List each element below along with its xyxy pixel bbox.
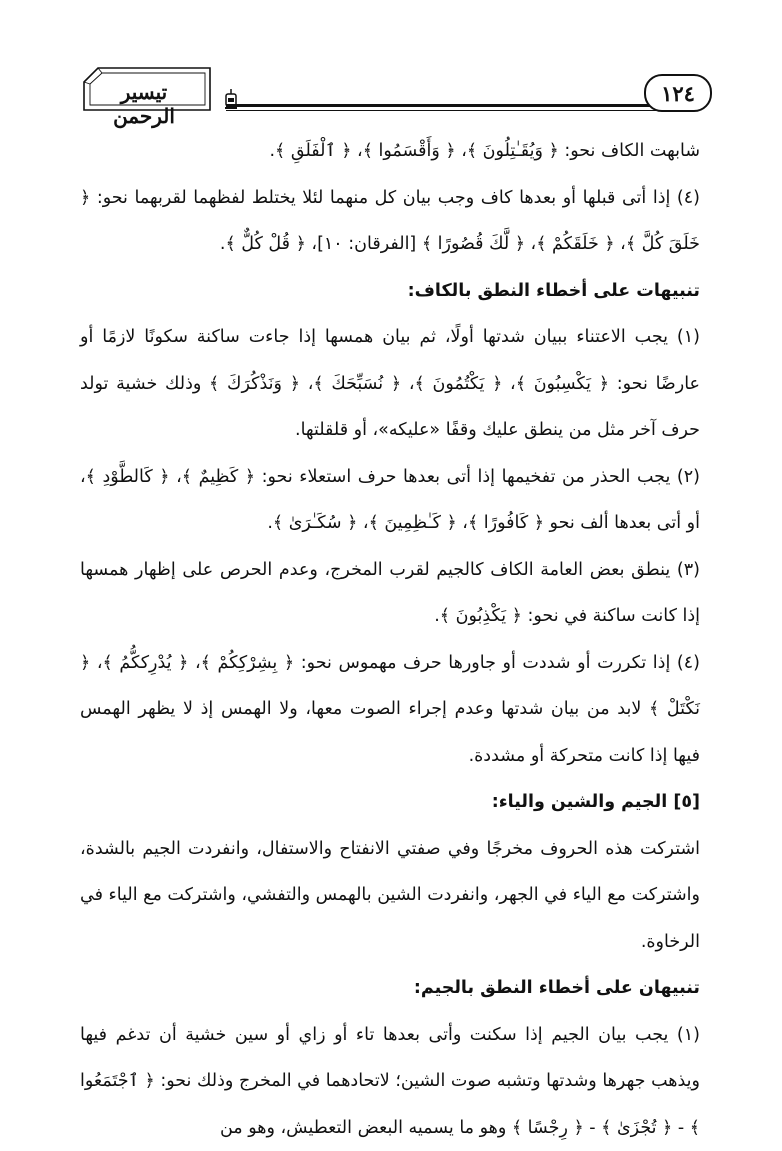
paragraph: (٣) ينطق بعض العامة الكاف كالجيم لقرب المخرج، وعدم الحرص على إظهار همسها إذا كانت ساكنة في نحو: ﴿ يَكْذِبُونَ ﴾.	[80, 559, 700, 626]
paragraph: (١) يجب بيان الجيم إذا سكنت وأتى بعدها تاء أو زاي أو سين خشية أن تدغم فيها ويذهب جهرها وشدتها وتشبه صوت الشين؛ لاتحادهما في المخرج وذلك نحو: ﴿ ٱجْتَمَعُوا ﴾ - ﴿ تُجْزَىٰ ﴾ - ﴿ رِجْسًا ﴾ وهو ما يسميه البعض التعطيش، وهو من	[80, 1024, 700, 1138]
section-heading: تنبيهان على أخطاء النطق بالجيم:	[413, 978, 700, 998]
page-number: ١٢٤	[644, 74, 712, 112]
section-heading: [٥] الجيم والشين والياء:	[491, 792, 700, 812]
paragraph: (١) يجب الاعتناء ببيان شدتها أولًا، ثم بيان همسها إذا جاءت ساكنة سكونًا لازمًا أو عارضًا نحو: ﴿ يَكْسِبُونَ ﴾، ﴿ يَكْتُمُونَ ﴾، ﴿ نُسَبِّحَكَ ﴾، ﴿ وَنَذْكُرَكَ ﴾ وذلك خشية تولد حرف آخر مثل من ينطق عليك وقفًا «عليكه»، أو قلقلتها.	[80, 327, 700, 440]
page-content	[80, 128, 700, 1151]
page-header	[78, 58, 712, 128]
paragraph: شابهت الكاف نحو: ﴿ وَيُقَـٰتِلُونَ ﴾، ﴿ وَأَقْسَمُوا ﴾، ﴿ ٱلْفَلَقِ ﴾.	[269, 141, 700, 161]
paragraph: اشتركت هذه الحروف مخرجًا وفي صفتي الانفتاح والاستفال، وانفردت الجيم بالشدة، واشتركت مع الياء في الجهر، وانفردت الشين بالهمس والتفشي، واشتركت مع الياء في الرخاوة.	[80, 838, 700, 952]
header-rule	[226, 104, 656, 107]
book-title-frame	[78, 62, 218, 128]
book-title: تيسير الرحمن	[113, 80, 175, 128]
header-rule-thin	[226, 110, 656, 111]
paragraph: (٢) يجب الحذر من تفخيمها إذا أتى بعدها حرف استعلاء نحو: ﴿ كَظِيمٌ ﴾، ﴿ كَالطَّوْدِ ﴾، أو أتى بعدها ألف نحو ﴿ كَافُورًا ﴾، ﴿ كَـٰظِمِينَ ﴾، ﴿ سُكَـٰرَىٰ ﴾.	[80, 466, 700, 533]
section-heading: تنبيهات على أخطاء النطق بالكاف:	[407, 280, 700, 301]
paragraph: (٤) إذا تكررت أو شددت أو جاورها حرف مهموس نحو: ﴿ بِشِرْكِكُمْ ﴾، ﴿ يُدْرِككُّمُ ﴾، ﴿ نَكْتَلْ ﴾ لابد من بيان شدتها وعدم إجراء الصوت معها، ولا الهمس إذ لا يظهر الهمس فيها إذا كانت متحركة أو مشددة.	[80, 652, 700, 766]
paragraph: (٤) إذا أتى قبلها أو بعدها كاف وجب بيان كل منهما لئلا يختلط لفظهما لقربهما نحو: ﴿ خَلَقَ كُلَّ ﴾، ﴿ خَلَقَكُمْ ﴾، ﴿ لَّكَ قُصُورًا ﴾ [الفرقان: ١٠]، ﴿ قُلْ كُلٌّ ﴾.	[80, 187, 700, 254]
